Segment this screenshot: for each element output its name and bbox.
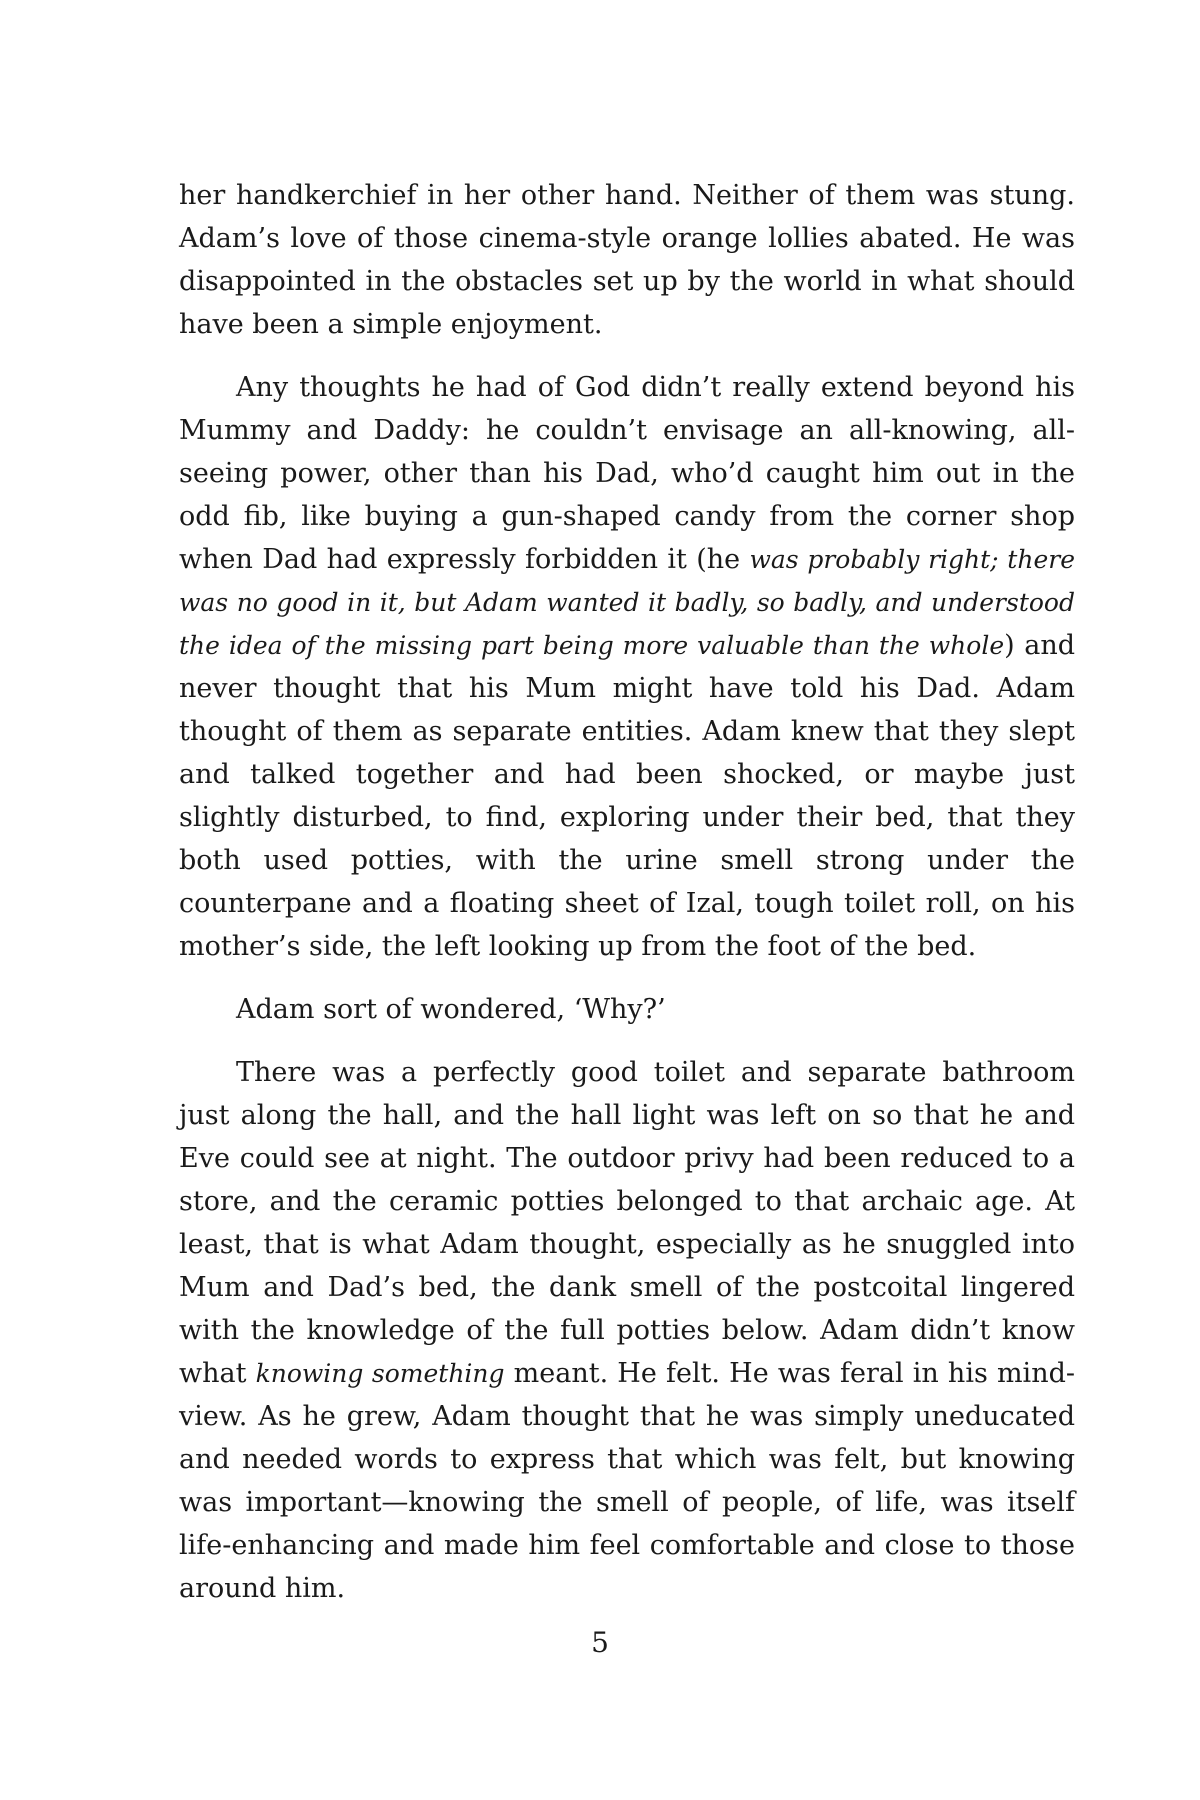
body-text	[179, 174, 1075, 1630]
paragraph-1	[179, 174, 1075, 346]
paragraph-2	[179, 366, 1075, 968]
paragraph-2-italic: was probably right; there was no good in it, but Adam wanted it badly, so badly, and understood the idea of the missing part being more valuable than the whole	[179, 545, 1075, 660]
paragraph-4	[179, 1051, 1075, 1610]
paragraph-3-text: Adam sort of wondered, ‘Why?’	[236, 994, 666, 1025]
paragraph-4-text-a: There was a perfectly good toilet and separate bathroom just along the hall, and the hall light was left on so that he and Eve could see at night. The outdoor privy had been reduced to a store, and the ceramic potties belonged to that archaic age. At least, that is what Adam thought, especially as he snuggled into Mum and Dad’s bed, the dank smell of the postcoital lingered with the knowledge of the full potties below. Adam didn’t know what	[179, 1057, 1075, 1389]
paragraph-4-text-c: meant. He felt. He was feral in his mind-view. As he grew, Adam thought that he was simply uneducated and needed words to express that which was felt, but knowing was important—knowing the smell of people, of life, was itself life-enhancing and made him feel comfortable and close to those around him.	[179, 1358, 1075, 1604]
paragraph-3	[179, 988, 1075, 1031]
page-number: 5	[591, 1626, 609, 1659]
paragraph-2-text-c: ) and never thought that his Mum might have told his Dad. Adam thought of them as separate entities. Adam knew that they slept and talked together and had been shocked, or maybe just slightly disturbed, to find, exploring under their bed, that they both used potties, with the urine smell strong under the counterpane and a floating sheet of Izal, tough toilet roll, on his mother’s side, the left looking up from the foot of the bed.	[179, 630, 1075, 962]
paragraph-1-text: her handkerchief in her other hand. Neither of them was stung. Adam’s love of those cinema-style orange lollies abated. He was disappointed in the obstacles set up by the world in what should have been a simple enjoyment.	[179, 180, 1075, 340]
paragraph-4-italic: knowing something	[255, 1359, 505, 1388]
paragraph-2-text-a: Any thoughts he had of God didn’t really extend beyond his Mummy and Daddy: he couldn’t envisage an all-knowing, all-seeing power, other than his Dad, who’d caught him out in the odd fib, like buying a gun-shaped candy from the corner shop when Dad had expressly forbidden it (he	[179, 372, 1075, 575]
